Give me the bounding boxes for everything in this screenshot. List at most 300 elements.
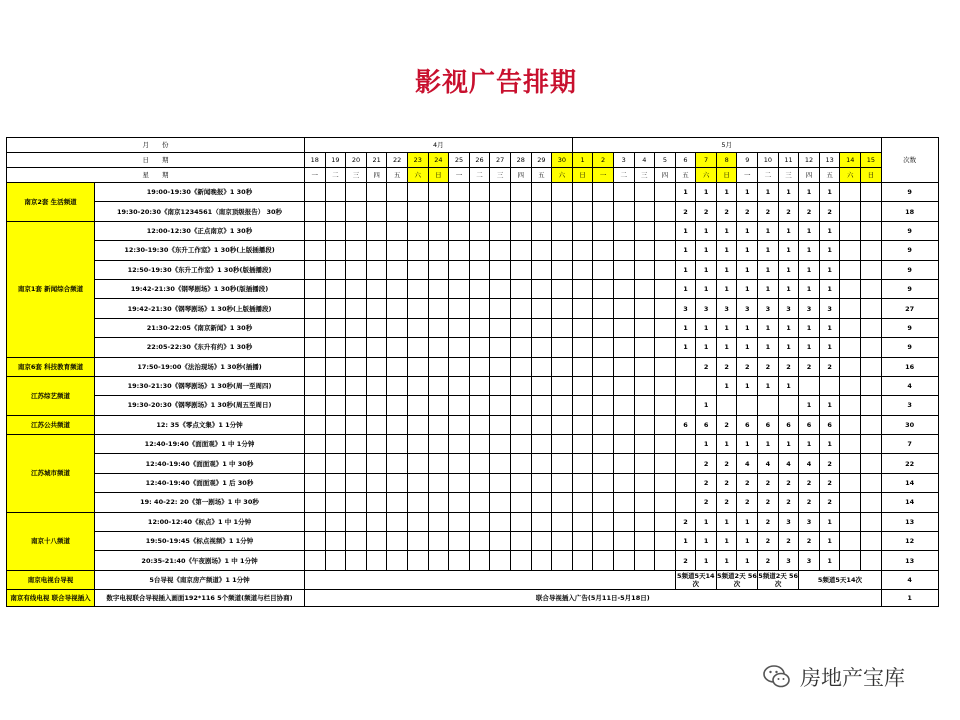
schedule-cell xyxy=(572,454,593,473)
schedule-cell xyxy=(305,183,326,202)
schedule-cell xyxy=(490,338,511,357)
schedule-cell xyxy=(572,435,593,454)
schedule-cell xyxy=(840,357,861,376)
schedule-cell xyxy=(325,318,346,337)
schedule-cell: 2 xyxy=(737,493,758,512)
schedule-cell xyxy=(325,435,346,454)
schedule-cell xyxy=(840,512,861,531)
schedule-cell: 1 xyxy=(716,260,737,279)
schedule-cell xyxy=(305,318,326,337)
schedule-cell xyxy=(346,454,367,473)
date-cell: 28 xyxy=(510,153,531,168)
schedule-cell: 2 xyxy=(696,473,717,492)
schedule-cell xyxy=(593,221,614,240)
schedule-cell xyxy=(387,202,408,221)
schedule-cell xyxy=(531,415,552,434)
schedule-cell xyxy=(510,415,531,434)
watermark xyxy=(762,660,905,694)
program-cell: 12:40-19:40《面面观》1 后 30秒 xyxy=(95,473,305,492)
schedule-cell: 1 xyxy=(716,221,737,240)
month-may: 5月 xyxy=(572,138,881,153)
schedule-cell xyxy=(510,299,531,318)
segment-cell: 5频道5天14次 xyxy=(676,572,715,588)
schedule-cell xyxy=(510,396,531,415)
program-cell: 19:30-20:30《钢琴剧场》1 30秒(周五至周日) xyxy=(95,396,305,415)
schedule-cell xyxy=(531,299,552,318)
schedule-cell xyxy=(531,221,552,240)
schedule-cell xyxy=(428,221,449,240)
schedule-cell xyxy=(675,376,696,395)
schedule-cell xyxy=(634,241,655,260)
schedule-cell xyxy=(449,473,470,492)
schedule-cell: 3 xyxy=(799,551,820,570)
schedule-cell xyxy=(407,551,428,570)
channel-name: 江苏城市频道 xyxy=(7,435,95,513)
schedule-cell: 2 xyxy=(716,454,737,473)
schedule-cell: 2 xyxy=(758,493,779,512)
date-cell: 14 xyxy=(840,153,861,168)
schedule-cell: 1 xyxy=(716,532,737,551)
schedule-cell: 1 xyxy=(778,183,799,202)
weekday-cell: 日 xyxy=(861,168,882,183)
program-cell: 17:50-19:00《法治现场》1 30秒(插播) xyxy=(95,357,305,376)
schedule-cell xyxy=(861,551,882,570)
schedule-cell: 1 xyxy=(696,435,717,454)
schedule-cell xyxy=(449,435,470,454)
schedule-cell xyxy=(593,396,614,415)
row-count: 9 xyxy=(881,279,938,298)
schedule-cell: 1 xyxy=(758,376,779,395)
schedule-cell: 2 xyxy=(778,202,799,221)
schedule-cell: 2 xyxy=(778,473,799,492)
schedule-cell xyxy=(655,221,676,240)
month-april: 4月 xyxy=(305,138,573,153)
schedule-cell: 2 xyxy=(716,415,737,434)
schedule-cell xyxy=(552,279,573,298)
schedule-cell xyxy=(552,183,573,202)
schedule-cell xyxy=(861,493,882,512)
schedule-cell: 1 xyxy=(696,532,717,551)
schedule-cell xyxy=(366,376,387,395)
schedule-cell xyxy=(840,396,861,415)
row-count: 14 xyxy=(881,473,938,492)
schedule-cell xyxy=(407,435,428,454)
schedule-cell xyxy=(366,512,387,531)
schedule-cell xyxy=(510,493,531,512)
schedule-cell xyxy=(490,241,511,260)
schedule-cell: 1 xyxy=(675,241,696,260)
schedule-cell xyxy=(552,493,573,512)
date-cell: 23 xyxy=(407,153,428,168)
schedule-cell xyxy=(366,338,387,357)
program-cell: 12:00-12:40《标点》1 中 1分钟 xyxy=(95,512,305,531)
schedule-cell: 2 xyxy=(758,202,779,221)
schedule-cell: 1 xyxy=(696,338,717,357)
schedule-cell: 1 xyxy=(758,241,779,260)
channel-name: 南京电视台导视 xyxy=(7,570,95,589)
schedule-cell xyxy=(469,221,490,240)
schedule-cell xyxy=(593,415,614,434)
schedule-cell xyxy=(634,183,655,202)
schedule-cell xyxy=(449,454,470,473)
schedule-cell xyxy=(305,454,326,473)
schedule-cell xyxy=(387,357,408,376)
schedule-cell xyxy=(449,221,470,240)
schedule-cell xyxy=(510,473,531,492)
schedule-cell xyxy=(428,473,449,492)
schedule-cell xyxy=(552,435,573,454)
schedule-cell xyxy=(572,493,593,512)
row-count: 9 xyxy=(881,260,938,279)
schedule-cell xyxy=(366,260,387,279)
schedule-cell xyxy=(490,493,511,512)
schedule-cell xyxy=(613,241,634,260)
schedule-cell xyxy=(552,376,573,395)
schedule-cell: 1 xyxy=(758,435,779,454)
weekday-cell: 一 xyxy=(449,168,470,183)
schedule-cell xyxy=(325,202,346,221)
schedule-cell xyxy=(861,279,882,298)
schedule-cell xyxy=(510,532,531,551)
schedule-cell: 2 xyxy=(696,202,717,221)
schedule-cell: 2 xyxy=(758,357,779,376)
program-cell: 数字电视联合导视插入画面192*116 5个频道(频道与栏目协商) xyxy=(95,590,305,607)
weekday-cell: 六 xyxy=(552,168,573,183)
schedule-cell xyxy=(840,454,861,473)
schedule-cell xyxy=(840,473,861,492)
schedule-cell xyxy=(613,415,634,434)
schedule-cell xyxy=(428,183,449,202)
schedule-cell xyxy=(861,299,882,318)
schedule-cell xyxy=(510,551,531,570)
schedule-table xyxy=(6,137,939,607)
schedule-cell xyxy=(366,202,387,221)
schedule-cell xyxy=(593,279,614,298)
schedule-cell xyxy=(449,551,470,570)
schedule-cell xyxy=(449,376,470,395)
schedule-cell xyxy=(634,202,655,221)
schedule-cell xyxy=(531,396,552,415)
schedule-cell xyxy=(346,435,367,454)
schedule-cell xyxy=(469,376,490,395)
schedule-cell xyxy=(634,376,655,395)
schedule-cell xyxy=(325,357,346,376)
weekday-cell: 日 xyxy=(716,168,737,183)
schedule-cell xyxy=(552,396,573,415)
schedule-cell xyxy=(655,338,676,357)
schedule-cell xyxy=(510,260,531,279)
date-cell: 12 xyxy=(799,153,820,168)
schedule-cell xyxy=(449,279,470,298)
schedule-cell xyxy=(510,454,531,473)
watermark-text: 房地产宝库 xyxy=(800,666,905,690)
weekday-cell: 一 xyxy=(305,168,326,183)
schedule-cell xyxy=(407,473,428,492)
schedule-cell: 1 xyxy=(737,221,758,240)
schedule-cell xyxy=(531,241,552,260)
schedule-cell: 2 xyxy=(716,493,737,512)
schedule-cell xyxy=(469,435,490,454)
date-cell: 6 xyxy=(675,153,696,168)
schedule-cell xyxy=(613,357,634,376)
schedule-cell: 2 xyxy=(716,202,737,221)
schedule-cell xyxy=(593,376,614,395)
schedule-cell xyxy=(716,396,737,415)
schedule-cell xyxy=(861,318,882,337)
schedule-cell xyxy=(366,183,387,202)
row-count: 18 xyxy=(881,202,938,221)
schedule-cell: 1 xyxy=(737,338,758,357)
schedule-cell xyxy=(325,221,346,240)
schedule-cell xyxy=(469,357,490,376)
schedule-cell: 3 xyxy=(778,299,799,318)
schedule-cell xyxy=(407,376,428,395)
weekday-cell: 三 xyxy=(634,168,655,183)
schedule-cell xyxy=(531,551,552,570)
schedule-cell: 1 xyxy=(799,396,820,415)
schedule-cell xyxy=(655,376,676,395)
schedule-cell xyxy=(861,357,882,376)
schedule-cell: 6 xyxy=(799,415,820,434)
schedule-cell: 1 xyxy=(737,532,758,551)
schedule-cell xyxy=(449,532,470,551)
schedule-cell xyxy=(840,376,861,395)
schedule-cell: 1 xyxy=(819,512,840,531)
schedule-cell: 2 xyxy=(737,357,758,376)
schedule-cell xyxy=(407,493,428,512)
schedule-cell xyxy=(325,279,346,298)
schedule-cell: 1 xyxy=(716,512,737,531)
schedule-cell xyxy=(634,454,655,473)
weekday-cell: 五 xyxy=(675,168,696,183)
schedule-cell: 6 xyxy=(696,415,717,434)
row-count: 16 xyxy=(881,357,938,376)
schedule-cell xyxy=(861,396,882,415)
schedule-cell xyxy=(366,473,387,492)
schedule-cell: 1 xyxy=(696,221,717,240)
date-cell: 7 xyxy=(696,153,717,168)
schedule-cell xyxy=(469,338,490,357)
schedule-cell xyxy=(861,221,882,240)
schedule-cell xyxy=(469,279,490,298)
program-cell: 12:40-19:40《面面观》1 中 30秒 xyxy=(95,454,305,473)
schedule-cell: 1 xyxy=(819,318,840,337)
schedule-cell xyxy=(428,318,449,337)
schedule-cell xyxy=(634,512,655,531)
schedule-cell xyxy=(305,435,326,454)
schedule-cell xyxy=(531,493,552,512)
schedule-cell: 1 xyxy=(696,318,717,337)
schedule-cell xyxy=(572,299,593,318)
schedule-cell: 1 xyxy=(778,260,799,279)
schedule-cell xyxy=(305,241,326,260)
schedule-cell xyxy=(634,279,655,298)
schedule-cell xyxy=(552,512,573,531)
program-cell: 19:30-21:30《钢琴剧场》1 30秒(周一至周四) xyxy=(95,376,305,395)
schedule-cell xyxy=(572,338,593,357)
row-count: 12 xyxy=(881,532,938,551)
schedule-cell xyxy=(449,357,470,376)
schedule-cell xyxy=(346,260,367,279)
schedule-cell xyxy=(407,202,428,221)
schedule-cell: 2 xyxy=(819,493,840,512)
schedule-cell xyxy=(531,376,552,395)
schedule-cell xyxy=(428,338,449,357)
schedule-cell xyxy=(613,260,634,279)
week-label: 星 期 xyxy=(7,168,305,183)
schedule-cell xyxy=(407,357,428,376)
date-cell: 10 xyxy=(758,153,779,168)
schedule-cell: 2 xyxy=(758,473,779,492)
schedule-cell xyxy=(449,299,470,318)
schedule-cell xyxy=(325,551,346,570)
schedule-cell xyxy=(840,551,861,570)
schedule-cell xyxy=(634,318,655,337)
date-cell: 20 xyxy=(346,153,367,168)
schedule-cell xyxy=(469,493,490,512)
schedule-cell xyxy=(655,241,676,260)
schedule-cell xyxy=(531,532,552,551)
schedule-cell: 1 xyxy=(716,338,737,357)
schedule-cell xyxy=(613,376,634,395)
schedule-cell xyxy=(366,221,387,240)
program-cell: 20:35-21:40《午夜剧场》1 中 1分钟 xyxy=(95,551,305,570)
schedule-cell xyxy=(490,221,511,240)
schedule-cell xyxy=(325,512,346,531)
schedule-cell: 1 xyxy=(675,532,696,551)
schedule-cell xyxy=(469,299,490,318)
schedule-cell xyxy=(531,260,552,279)
schedule-cell xyxy=(778,396,799,415)
schedule-cell: 3 xyxy=(737,299,758,318)
schedule-cell: 2 xyxy=(778,493,799,512)
schedule-cell xyxy=(490,299,511,318)
schedule-cell xyxy=(572,532,593,551)
schedule-cell xyxy=(634,357,655,376)
segment-cell: 5频道5天14次 xyxy=(799,570,881,589)
schedule-cell: 2 xyxy=(819,454,840,473)
schedule-cell xyxy=(346,493,367,512)
schedule-cell xyxy=(305,396,326,415)
schedule-cell: 1 xyxy=(737,512,758,531)
schedule-cell xyxy=(593,241,614,260)
segment-cell: 5频道2天 56次 xyxy=(758,572,799,588)
schedule-cell: 1 xyxy=(799,241,820,260)
schedule-cell xyxy=(366,435,387,454)
schedule-cell: 1 xyxy=(758,183,779,202)
schedule-cell xyxy=(490,435,511,454)
schedule-cell xyxy=(531,183,552,202)
schedule-cell xyxy=(531,318,552,337)
weekday-cell: 四 xyxy=(799,168,820,183)
schedule-cell: 1 xyxy=(675,318,696,337)
schedule-cell xyxy=(428,551,449,570)
schedule-cell xyxy=(407,221,428,240)
schedule-cell: 1 xyxy=(675,338,696,357)
schedule-cell xyxy=(387,551,408,570)
schedule-cell: 1 xyxy=(778,221,799,240)
schedule-cell xyxy=(655,183,676,202)
schedule-cell xyxy=(510,512,531,531)
schedule-cell xyxy=(552,415,573,434)
schedule-cell xyxy=(840,221,861,240)
schedule-cell xyxy=(675,435,696,454)
schedule-cell xyxy=(861,532,882,551)
schedule-cell: 1 xyxy=(758,338,779,357)
schedule-cell: 2 xyxy=(758,551,779,570)
schedule-cell xyxy=(387,532,408,551)
schedule-cell xyxy=(407,532,428,551)
schedule-cell xyxy=(593,454,614,473)
schedule-cell: 2 xyxy=(799,532,820,551)
schedule-cell xyxy=(346,299,367,318)
schedule-cell xyxy=(572,473,593,492)
schedule-cell: 2 xyxy=(778,357,799,376)
schedule-cell xyxy=(861,435,882,454)
schedule-cell: 4 xyxy=(758,454,779,473)
schedule-cell: 2 xyxy=(716,473,737,492)
schedule-cell xyxy=(510,241,531,260)
weekday-cell: 二 xyxy=(613,168,634,183)
schedule-cell xyxy=(428,299,449,318)
schedule-cell xyxy=(840,338,861,357)
schedule-cell: 2 xyxy=(758,532,779,551)
schedule-cell xyxy=(387,435,408,454)
schedule-cell xyxy=(469,183,490,202)
schedule-cell: 1 xyxy=(778,318,799,337)
schedule-cell xyxy=(613,435,634,454)
schedule-cell: 2 xyxy=(799,357,820,376)
schedule-cell xyxy=(387,454,408,473)
date-cell: 4 xyxy=(634,153,655,168)
row-count: 13 xyxy=(881,512,938,531)
schedule-cell xyxy=(366,396,387,415)
schedule-cell xyxy=(305,357,326,376)
row-count: 9 xyxy=(881,241,938,260)
schedule-cell: 2 xyxy=(696,493,717,512)
schedule-cell xyxy=(552,318,573,337)
schedule-cell xyxy=(552,532,573,551)
schedule-cell xyxy=(655,396,676,415)
schedule-cell xyxy=(552,241,573,260)
date-cell: 29 xyxy=(531,153,552,168)
schedule-cell: 4 xyxy=(778,454,799,473)
schedule-cell xyxy=(655,454,676,473)
schedule-cell xyxy=(531,512,552,531)
schedule-cell xyxy=(305,279,326,298)
schedule-cell xyxy=(861,473,882,492)
date-cell: 1 xyxy=(572,153,593,168)
schedule-cell: 1 xyxy=(819,551,840,570)
schedule-cell xyxy=(325,260,346,279)
schedule-cell xyxy=(407,512,428,531)
schedule-cell xyxy=(325,376,346,395)
schedule-cell: 2 xyxy=(675,202,696,221)
schedule-cell xyxy=(387,415,408,434)
schedule-cell xyxy=(407,415,428,434)
schedule-cell: 1 xyxy=(737,551,758,570)
schedule-cell: 1 xyxy=(819,221,840,240)
schedule-cell xyxy=(428,415,449,434)
date-label: 日 期 xyxy=(7,153,305,168)
schedule-cell xyxy=(675,473,696,492)
schedule-cell xyxy=(737,396,758,415)
schedule-cell xyxy=(305,202,326,221)
schedule-cell xyxy=(387,512,408,531)
schedule-cell xyxy=(655,551,676,570)
schedule-cell xyxy=(490,202,511,221)
schedule-cell: 1 xyxy=(716,435,737,454)
